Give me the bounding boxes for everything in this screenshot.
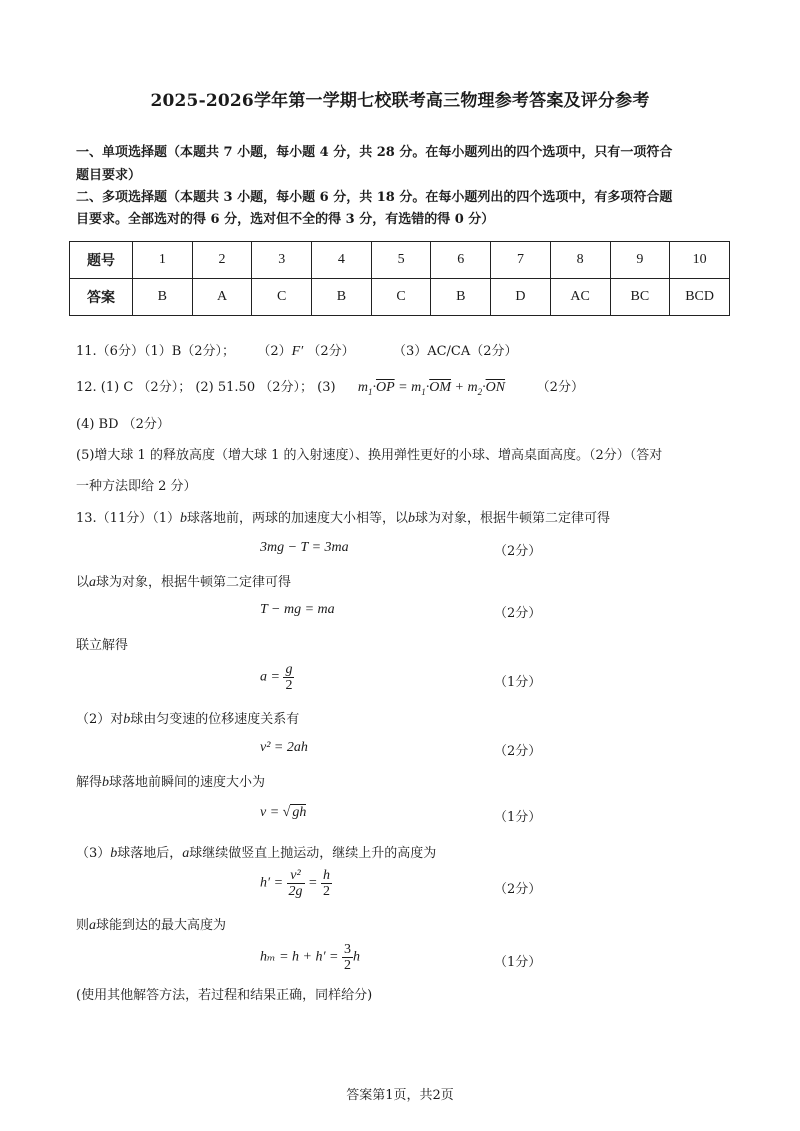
q13-intro: 13.（11分）（1）b球落地前，两球的加速度大小相等，以b球为对象，根据牛顿第二定律可得 xyxy=(76,511,611,526)
q13-eq4-score: （2分） xyxy=(494,744,542,759)
q13-text3: 联立解得 xyxy=(76,638,129,653)
page-footer: 答案第1页，共2页 xyxy=(346,1088,454,1103)
q13-equation-7: hₘ = h + h′ = $\frac{3}{2}$ h xyxy=(260,942,360,973)
q11-part3: （3）AC/CA（2分） xyxy=(392,344,518,359)
q11-line xyxy=(76,340,518,360)
q12-part1: 12. (1) C （2分）； (2) 51.50 （2分）； (3) xyxy=(76,380,336,395)
q12-line1 xyxy=(76,376,584,397)
q13-text2: 以a球为对象，根据牛顿第二定律可得 xyxy=(76,575,292,590)
q13-text7: 则a球能到达的最大高度为 xyxy=(76,918,227,933)
q13-equation-4: v² = 2ah xyxy=(260,740,308,755)
q13-note: (使用其他解答方法，若过程和结果正确，同样给分) xyxy=(76,988,373,1003)
table-cell: B xyxy=(133,279,193,316)
table-cell: 2 xyxy=(192,242,252,279)
q13-equation-1: 3mg − T = 3ma xyxy=(260,540,349,555)
table-cell: D xyxy=(491,279,551,316)
table-cell: 9 xyxy=(610,242,670,279)
q13-eq3-score: （1分） xyxy=(494,675,542,690)
q12-momentum-equation: $m_1\cdot\overline{OP} = m_1\cdot\overline{OM} + m_2\cdot\overline{ON}$ xyxy=(357,380,506,397)
section1-line2: 题目要求） xyxy=(76,168,142,183)
table-row-numbers xyxy=(70,242,730,279)
q13-eq5-score: （1分） xyxy=(494,810,542,825)
table-cell: 7 xyxy=(491,242,551,279)
q12-eq-score: （2分） xyxy=(536,380,584,395)
q13-eq1-score: （2分） xyxy=(494,544,542,559)
table-cell: BC xyxy=(610,279,670,316)
answer-table xyxy=(69,241,730,316)
q13-text6: （3）b球落地后，a球继续做竖直上抛运动，继续上升的高度为 xyxy=(76,846,437,861)
q11-part2-label: （2） xyxy=(257,344,292,359)
table-cell: C xyxy=(252,279,312,316)
table-cell: B xyxy=(431,279,491,316)
table-cell: B xyxy=(312,279,372,316)
q13-equation-3: a = $\frac{g}{2}$ xyxy=(260,662,293,693)
q11-part1: 11.（6分）（1）B（2分）； xyxy=(76,344,236,359)
table-cell: 3 xyxy=(252,242,312,279)
q11-part2-symbol: F′ xyxy=(291,344,304,359)
q13-eq6-score: （2分） xyxy=(494,882,542,897)
table-cell: 10 xyxy=(670,242,730,279)
q12-part4: (4) BD （2分） xyxy=(76,417,170,432)
q13-equation-6: h′ = $\frac{\text{v²}}{2g}$ = $\frac{h}{2}$ xyxy=(260,868,330,899)
table-cell: BCD xyxy=(670,279,730,316)
section2-line2: 目要求。全部选对的得 6 分，选对但不全的得 3 分，有选错的得 0 分） xyxy=(76,212,495,227)
table-cell: A xyxy=(192,279,252,316)
q13-eq2-score: （2分） xyxy=(494,606,542,621)
row-label-answer: 答案 xyxy=(70,279,133,316)
table-cell: AC xyxy=(550,279,610,316)
table-row-answers xyxy=(70,279,730,316)
section2-line1: 二、多项选择题（本题共 3 小题，每小题 6 分，共 18 分。在每小题列出的四个选项中，有多项符合题 xyxy=(76,190,673,205)
row-label-number: 题号 xyxy=(70,242,133,279)
q13-equation-2: T − mg = ma xyxy=(260,602,335,617)
table-cell: 6 xyxy=(431,242,491,279)
q13-eq7-score: （1分） xyxy=(494,955,542,970)
q13-text4: （2）对b球由匀变速的位移速度关系有 xyxy=(76,712,300,727)
q12-part5-line1: (5)增大球 1 的释放高度（增大球 1 的入射速度）、换用弹性更好的小球、增高桌面高度。（2分）（答对 xyxy=(76,448,663,463)
q13-equation-5: v = √ gh xyxy=(260,805,307,820)
table-cell: C xyxy=(371,279,431,316)
table-cell: 1 xyxy=(133,242,193,279)
q12-part5-line2: 一种方法即给 2 分） xyxy=(76,479,197,494)
table-cell: 5 xyxy=(371,242,431,279)
q11-part2-score: （2分） xyxy=(307,344,355,359)
page-title: 2025-2026学年第一学期七校联考高三物理参考答案及评分参考 xyxy=(150,91,650,111)
table-cell: 4 xyxy=(312,242,372,279)
table-cell: 8 xyxy=(550,242,610,279)
q13-text5: 解得b球落地前瞬间的速度大小为 xyxy=(76,775,266,790)
section1-line1: 一、单项选择题（本题共 7 小题，每小题 4 分，共 28 分。在每小题列出的四个选项中，只有一项符合 xyxy=(76,145,673,160)
